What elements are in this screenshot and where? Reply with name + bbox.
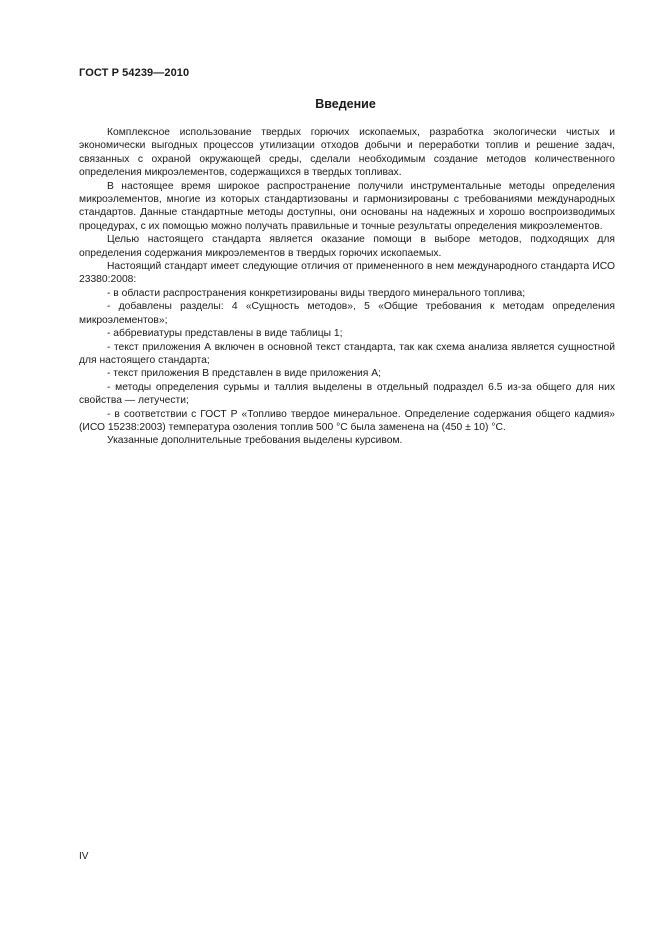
- list-item-cadmium: - в соответствии с ГОСТ Р «Топливо твердое минеральное. Определение содержания общего кадмия» (ИСО 15238:2003) температура озоления топлив 500 °С была заменена на (450 ± 10) °С.: [79, 408, 615, 433]
- paragraph-intro-2: В настоящее время широкое распространение получили инструментальные методы определения микроэлементов, многие из которых стандартизованы и гармонизированы с требованиями международных стандартов. Данные стандартные методы доступны, они основаны на надежных и хорошо воспроизводимых процедурах, с их помощью можно получать правильные и точные результаты определения микроэлементов.: [79, 180, 615, 232]
- list-item-scope: - в области распространения конкретизированы виды твердого минерального топлива;: [107, 287, 526, 299]
- introduction-body: [79, 126, 615, 448]
- paragraph-intro-1: Комплексное использование твердых горючих ископаемых, разработка экологически чистых и экономически выгодных процессов утилизации отходов добычи и переработки топлив и решение задач, связанных с охраной окружающей среды, сделали необходимым создание методов количественного определения микроэлементов, содержащихся в твердых топливах.: [79, 127, 615, 179]
- standard-code: ГОСТ Р 54239—2010: [79, 67, 190, 79]
- page-number: IV: [79, 851, 89, 862]
- section-title: Введение: [315, 97, 376, 111]
- paragraph-intro-3: Целью настоящего стандарта является оказание помощи в выборе методов, подходящих для определения содержания микроэлементов в твердых горючих ископаемых.: [79, 234, 615, 259]
- list-item-antimony-thallium: - методы определения сурьмы и таллия выделены в отдельный подраздел 6.5 из-за общего для них свойства — летучести;: [79, 381, 615, 407]
- list-item-sections: - добавлены разделы: 4 «Сущность методов», 5 «Общие требования к методам определения микроэлементов»;: [79, 301, 615, 326]
- list-item-appendix-b: - текст приложения В представлен в виде приложения А;: [107, 368, 381, 380]
- list-item-appendix-a: - текст приложения А включен в основной текст стандарта, так как схема анализа является сущностной для настоящего стандарта;: [79, 341, 615, 366]
- paragraph-intro-4: Настоящий стандарт имеет следующие отличия от примененного в нем международного стандарта ИСО 23380:2008:: [79, 261, 615, 286]
- list-item-abbreviations: - аббревиатуры представлены в виде таблицы 1;: [107, 328, 343, 340]
- paragraph-italic-note: Указанные дополнительные требования выделены курсивом.: [107, 435, 403, 447]
